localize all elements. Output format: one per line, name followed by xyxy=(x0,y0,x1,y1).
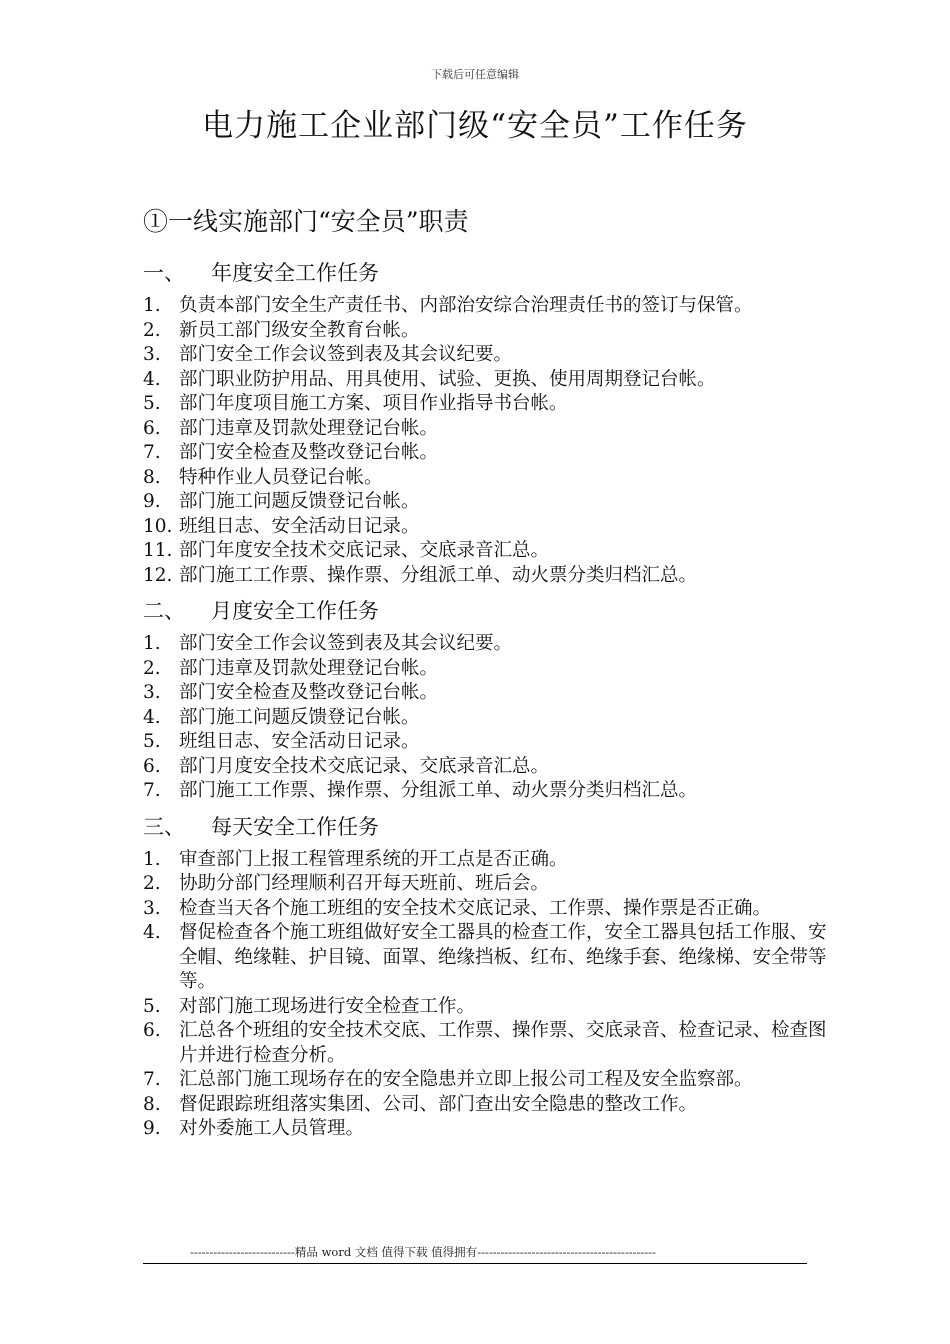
annual-task-list xyxy=(143,294,833,588)
list-item-text: 汇总各个班组的安全技术交底、工作票、操作票、交底录音、检查记录、检查图片并进行检查分析。 xyxy=(179,1020,827,1066)
list-item-text: 部门职业防护用品、用具使用、试验、更换、使用周期登记台帐。 xyxy=(179,368,716,390)
list-item-number: 12. xyxy=(143,564,173,586)
list-item-number: 6. xyxy=(143,1020,161,1041)
list-item-text: 检查当天各个施工班组的安全技术交底记录、工作票、操作票是否正确。 xyxy=(179,897,772,919)
list-item-number: 6. xyxy=(143,417,161,439)
list-item xyxy=(143,755,833,780)
list-item-text: 督促检查各个施工班组做好安全工器具的检查工作，安全工器具包括工作服、安全帽、绝缘鞋、护目镜、面罩、绝缘挡板、红布、绝缘手套、绝缘梯、安全带等等。 xyxy=(179,922,827,992)
sub-heading-number: 三、 xyxy=(143,814,185,839)
list-item-text: 审查部门上报工程管理系统的开工点是否正确。 xyxy=(179,848,568,870)
list-item xyxy=(143,1068,833,1093)
list-item xyxy=(143,515,833,540)
list-item-number: 4. xyxy=(143,706,161,728)
sub-heading-monthly xyxy=(143,594,833,628)
list-item-text: 新员工部门级安全教育台帐。 xyxy=(179,319,420,341)
list-item-text: 负责本部门安全生产责任书、内部治安综合治理责任书的签订与保管。 xyxy=(179,295,753,316)
list-item xyxy=(143,921,833,995)
list-item xyxy=(143,343,833,368)
list-item-text: 对外委施工人员管理。 xyxy=(179,1118,365,1139)
list-item-text: 班组日志、安全活动日记录。 xyxy=(179,731,420,752)
list-item-number: 9. xyxy=(143,1118,161,1139)
list-item-number: 1. xyxy=(143,633,161,654)
list-item-number: 1. xyxy=(143,295,161,316)
list-item-text: 对部门施工现场进行安全检查工作。 xyxy=(179,995,476,1017)
list-item xyxy=(143,1019,833,1068)
list-item-number: 6. xyxy=(143,755,161,777)
list-item xyxy=(143,657,833,682)
list-item xyxy=(143,539,833,564)
list-item-number: 2. xyxy=(143,873,161,894)
list-item-number: 4. xyxy=(143,922,161,943)
list-item xyxy=(143,319,833,344)
list-item xyxy=(143,490,833,515)
list-item xyxy=(143,392,833,417)
list-item-number: 5. xyxy=(143,393,161,414)
list-item xyxy=(143,1117,833,1142)
list-item-text: 协助分部门经理顺利召开每天班前、班后会。 xyxy=(179,873,550,894)
list-item-number: 8. xyxy=(143,1093,161,1115)
daily-task-list xyxy=(143,848,833,1142)
list-item-text: 部门年度项目施工方案、项目作业指导书台帐。 xyxy=(179,393,568,414)
list-item xyxy=(143,995,833,1020)
list-item xyxy=(143,368,833,393)
sub-heading-title: 月度安全工作任务 xyxy=(211,599,379,623)
list-item-text: 部门施工问题反馈登记台帐。 xyxy=(179,491,420,512)
list-item-text: 部门施工问题反馈登记台帐。 xyxy=(179,706,420,728)
list-item-number: 3. xyxy=(143,344,161,365)
list-item-number: 11. xyxy=(143,540,173,561)
list-item-text: 班组日志、安全活动日记录。 xyxy=(179,515,420,537)
list-item-text: 部门月度安全技术交底记录、交底录音汇总。 xyxy=(179,755,550,777)
list-item xyxy=(143,779,833,804)
sub-heading-number: 一、 xyxy=(143,261,185,285)
list-item xyxy=(143,294,833,319)
sub-heading-number: 二、 xyxy=(143,599,185,623)
list-item-number: 7. xyxy=(143,1069,161,1090)
document-title: 电力施工企业部门级“安全员”工作任务 xyxy=(202,108,748,144)
sub-heading-title: 每天安全工作任务 xyxy=(211,814,379,839)
list-item-number: 3. xyxy=(143,682,161,703)
list-item-text: 部门施工工作票、操作票、分组派工单、动火票分类归档汇总。 xyxy=(179,780,698,801)
list-item-number: 4. xyxy=(143,368,161,390)
list-item-text: 部门安全检查及整改登记台帐。 xyxy=(179,682,439,703)
list-item xyxy=(143,417,833,442)
sub-heading-daily xyxy=(143,810,833,844)
list-item xyxy=(143,706,833,731)
list-item-text: 部门施工工作票、操作票、分组派工单、动火票分类归档汇总。 xyxy=(179,564,698,586)
list-item xyxy=(143,632,833,657)
list-item-number: 1. xyxy=(143,848,161,870)
list-item-text: 部门安全检查及整改登记台帐。 xyxy=(179,442,439,463)
list-item xyxy=(143,848,833,873)
list-item-text: 部门年度安全技术交底记录、交底录音汇总。 xyxy=(179,540,550,561)
monthly-task-list xyxy=(143,632,833,804)
list-item xyxy=(143,441,833,466)
list-item xyxy=(143,897,833,922)
list-item-text: 特种作业人员登记台帐。 xyxy=(179,466,383,488)
list-item-text: 部门违章及罚款处理登记台帐。 xyxy=(179,417,439,439)
list-item-number: 10. xyxy=(143,515,173,537)
list-item-number: 2. xyxy=(143,657,161,679)
sub-heading-annual xyxy=(143,256,833,290)
list-item-number: 2. xyxy=(143,319,161,341)
list-item-number: 3. xyxy=(143,897,161,919)
list-item xyxy=(143,1093,833,1118)
list-item-text: 汇总部门施工现场存在的安全隐患并立即上报公司工程及安全监察部。 xyxy=(179,1069,753,1090)
list-item-number: 9. xyxy=(143,491,161,512)
document-body xyxy=(143,253,833,1148)
list-item-text: 部门安全工作会议签到表及其会议纪要。 xyxy=(179,344,513,365)
list-item-number: 5. xyxy=(143,731,161,752)
list-item-number: 7. xyxy=(143,780,161,801)
list-item xyxy=(143,466,833,491)
list-item xyxy=(143,872,833,897)
list-item-text: 部门安全工作会议签到表及其会议纪要。 xyxy=(179,633,513,654)
header-note: 下载后可任意编辑 xyxy=(431,68,519,81)
footer-note: ---------------------------精品 word 文档 值得下载 值得拥有---------------------------------------------- xyxy=(190,1245,656,1259)
section-heading: ①一线实施部门“安全员”职责 xyxy=(143,207,469,236)
list-item-number: 7. xyxy=(143,442,161,463)
list-item-text: 督促跟踪班组落实集团、公司、部门查出安全隐患的整改工作。 xyxy=(179,1093,698,1115)
list-item-number: 8. xyxy=(143,466,161,488)
list-item xyxy=(143,681,833,706)
list-item xyxy=(143,730,833,755)
footer-divider xyxy=(143,1263,807,1264)
sub-heading-title: 年度安全工作任务 xyxy=(211,261,379,285)
list-item-number: 5. xyxy=(143,995,161,1017)
list-item-text: 部门违章及罚款处理登记台帐。 xyxy=(179,657,439,679)
list-item xyxy=(143,564,833,589)
